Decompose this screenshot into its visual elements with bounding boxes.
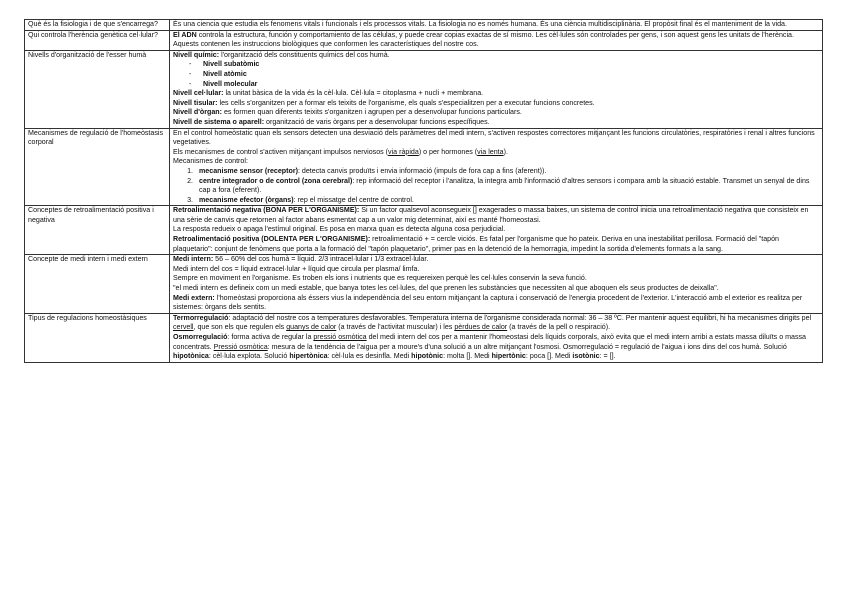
term-label: El ADN — [173, 30, 197, 39]
topic-label: Qui controla l'herència genètica cel·lular? — [28, 30, 158, 39]
paragraph-text: es formen quan diferents teixits s'organitzen i agrupen per a desenvolupar funcions particulars. — [221, 108, 522, 117]
content-cell — [170, 128, 823, 206]
table-row — [25, 313, 823, 362]
paragraph-text: les cells s'organitzen per a formar els teixits de l'organisme, els quals s'especialitzen per a executar funcions concretes. — [217, 98, 595, 107]
underlined-term: cervell — [173, 323, 194, 332]
content-cell — [170, 313, 823, 362]
paragraph-text: : cèl·lula explota. Solució — [208, 352, 290, 361]
table-row — [25, 255, 823, 314]
list-item: - Nivell subatòmic — [203, 60, 819, 70]
paragraph-text: ). — [503, 147, 508, 156]
paragraph-text: : cèl·lula es desinfla. Medi — [327, 352, 412, 361]
term-label: Nivell de sistema o aparell: — [173, 117, 265, 126]
paragraph-text: organització de varis òrgans per a desenvolupar funcions específiques. — [264, 117, 490, 126]
content-cell — [170, 20, 823, 31]
content-cell — [170, 206, 823, 255]
notes-table — [24, 19, 823, 363]
paragraph-text: Si un factor qualsevol aconsegueix [] exagerades o massa baixes, un sistema de control inicia una retroalimentació negativa que consisteix en una sèrie de canvis que retornen al factor abans esmentat cap a un valor mig determinat, així es manté l'homeostasi. — [173, 206, 809, 224]
paragraph-text: 56 – 60% del cos humà = líquid. 2/3 intracel·lular i 1/3 extracel·lular. — [213, 255, 429, 264]
underlined-term: pressió osmòtica — [313, 333, 367, 341]
paragraph-text: la unitat bàsica de la vida és la cèl·lula. Cèl·lula = citoplasma + nucli + membrana. — [223, 89, 484, 98]
term-label: Termorregulació — [173, 313, 229, 322]
paragraph-text: l'organització dels constituents químics del cos humà. — [219, 50, 390, 59]
paragraph — [173, 255, 819, 265]
paragraph-text: : = []. — [599, 352, 616, 361]
term-label: Medi intern: — [173, 255, 214, 264]
paragraph: La resposta redueix o apaga l'estímul original. Es posa en marxa quan es detecta alguna cosa perjudicial. — [173, 225, 506, 234]
paragraph-text: : poca []. Medi — [525, 352, 573, 361]
paragraph — [173, 294, 819, 313]
paragraph — [173, 333, 819, 362]
list-item — [195, 196, 819, 206]
paragraph-text: : molta []. Medi — [443, 352, 492, 361]
term-label: centre integrador o de control (zona cerebral) — [199, 176, 353, 185]
term-label: Nivell tisular: — [173, 98, 218, 107]
term-label: Medi extern: — [173, 293, 215, 302]
list-item — [195, 177, 819, 196]
underlined-term: pèrdues de calor — [454, 323, 508, 332]
paragraph-text: : mesura de la tendència de l'aigua per a moure's d'una solució a un altre mitjançant l'osmosi. Osmorregulació = regulació de l'aigua i ions dins del cos humà. Solució — [267, 342, 787, 351]
paragraph-text: l'homeòstasi proporciona als éssers vius la independència del seu entorn mitjançant la captura i conservació de l'energia procedent de l'exterior. L'interacció amb el exterior es realitza per sistemes: òrgans dels sentits. — [173, 293, 803, 312]
term-label: Nivell químic: — [173, 50, 220, 59]
paragraph: Mecanismes de control: — [173, 157, 248, 166]
topic-cell — [25, 50, 170, 128]
paragraph — [173, 108, 819, 118]
paragraph-text: del medi intern del cos per a mantenir l'homeostasi dels líquids corporals, això evita que el medi intern arribi a estats massa diluïts o massa concentrats. — [173, 333, 807, 351]
paragraph-text: : rep el missatge del centre de control. — [293, 195, 414, 204]
sublevel-list — [173, 60, 819, 89]
topic-label: Nivells d'organització de l'esser humà — [28, 50, 147, 59]
paragraph — [173, 235, 819, 254]
topic-cell — [25, 313, 170, 362]
term-label: hipertònic — [491, 352, 526, 361]
topic-label: Què és la fisiologia i de que s'encarrega? — [28, 20, 158, 28]
underlined-term: via lenta — [477, 147, 504, 156]
paragraph-text: ) o per hormones ( — [418, 147, 478, 156]
term-label: hipotònica — [173, 352, 209, 361]
topic-label: Tipus de regulacions homeostàsiques — [28, 313, 147, 322]
paragraph-text: controla la estructura, función y comportamiento de las células, y puede crear copias exactas de sí mismo. Les cèl·lules són controlades per gens, i son aquest gens les unitats de l'herència. Aquests contenen les instruccions biològiques que conformen les característiques del nostre cos. — [173, 30, 794, 49]
paragraph — [173, 89, 819, 99]
paragraph-text: : detecta canvis produïts i envia informació (impuls de fora cap a fins (aferent)). — [297, 166, 547, 175]
topic-label: Mecanismes de regulació de l'homeòstasis corporal — [28, 128, 164, 147]
paragraph-text: (a través de l'activitat muscular) i les — [336, 323, 455, 332]
term-label: hipertònica — [289, 352, 328, 361]
paragraph — [173, 314, 819, 333]
term-label: Retroalimentació positiva (DOLENTA PER L'ORGANISME): — [173, 235, 371, 244]
term-label: mecanisme efector (òrgans) — [199, 195, 294, 204]
control-list — [173, 167, 819, 205]
topic-cell — [25, 206, 170, 255]
underlined-term: via ràpida — [388, 147, 419, 156]
content-cell — [170, 50, 823, 128]
paragraph: "el medi intern es defineix com un medi estable, que banya totes les cel·lules, del que prenen les substàncies que necessiten al que aboquen els seus productes de deixalla". — [173, 284, 719, 293]
paragraph: És una ciencia que estudia els fenomens vitals i funcionals i els processos vitals. La fisiologia no es només humana. És una ciència multidisciplinària. El propòsit final és el manteniment de la vida. — [173, 20, 787, 28]
paragraph — [173, 206, 819, 225]
paragraph — [173, 51, 819, 61]
underlined-term: guanys de calor — [286, 323, 337, 332]
list-item: - Nivell molecular — [203, 80, 819, 90]
content-cell — [170, 30, 823, 50]
list-item: - Nivell atòmic — [203, 70, 819, 80]
paragraph-text: , que son els que regulen els — [193, 323, 287, 332]
underlined-term: Pressió osmòtica — [213, 342, 268, 351]
paragraph — [173, 118, 819, 128]
topic-cell — [25, 20, 170, 31]
paragraph-text: retroalimentació + = cercle viciós. Es fatal per l'organisme que ho pateix. Deriva en una inestabilitat perillosa. Formació del "tapón plaquetario": conjunt de fenòmens que porta a la formació del "tapón plaquetario", primer pas en la detenció de la hemorragia, impedint la sortida d'elements formats a la sang. — [173, 235, 780, 253]
paragraph-text: : rep informació del receptor i l'analitza, la integra amb l'informació d'altres sensors i compara amb la situació estable. Transmet un senyal de dins cap a fora (eferent). — [199, 176, 810, 195]
paragraph: Sempre en moviment en l'organisme. Es troben els ions i nutrients que es requereixen perquè les cel·lules conservin la seva funció. — [173, 274, 587, 283]
table-row — [25, 30, 823, 50]
term-label: Retroalimentació negativa (BONA PER L'ORGANISME): — [173, 206, 360, 215]
term-label: hipotònic — [411, 352, 444, 361]
paragraph — [173, 99, 819, 109]
term-label: isotònic — [572, 352, 600, 361]
table-row — [25, 206, 823, 255]
table-row — [25, 20, 823, 31]
topic-label: Concepte de medi intern i medi extern — [28, 255, 148, 264]
paragraph-text: : forma activa de regular la — [227, 333, 314, 341]
paragraph — [173, 31, 819, 50]
table-row — [25, 50, 823, 128]
paragraph: En el control homeòstatic quan els sensors detecten una desviació dels paràmetres del medi intern, s'activen respostes correctores mitjançant les funcions circulatòries, respiratòries i renal i altres funcions vegetatives. — [173, 128, 815, 147]
table-row — [25, 128, 823, 206]
term-label: Nivell cel·lular: — [173, 89, 224, 98]
term-label: Osmorregulació — [173, 333, 228, 341]
term-label: Nivell d'òrgan: — [173, 108, 222, 117]
paragraph-text: (a través de la pell o respiració). — [507, 323, 611, 332]
paragraph-text: : adaptació del nostre cos a temperatures desfavorables. Temperatura interna de l'organisme considerada normal: 36 – 38 ºC. Per mantenir aquest equilibri, hi ha mecanismes dirigits pel — [228, 313, 812, 322]
paragraph — [173, 148, 819, 158]
paragraph-text: Els mecanismes de control s'activen mitjançant impulsos nerviosos ( — [173, 147, 389, 156]
paragraph: Medi intern del cos = líquid extracel·lular + líquid que circula per plasma/ limfa. — [173, 264, 420, 273]
content-cell — [170, 255, 823, 314]
list-item — [195, 167, 819, 177]
topic-cell — [25, 128, 170, 206]
topic-cell — [25, 30, 170, 50]
topic-label: Conceptes de retroalimentació positiva i negativa — [28, 206, 154, 224]
term-label: mecanisme sensor (receptor) — [199, 166, 298, 175]
topic-cell — [25, 255, 170, 314]
